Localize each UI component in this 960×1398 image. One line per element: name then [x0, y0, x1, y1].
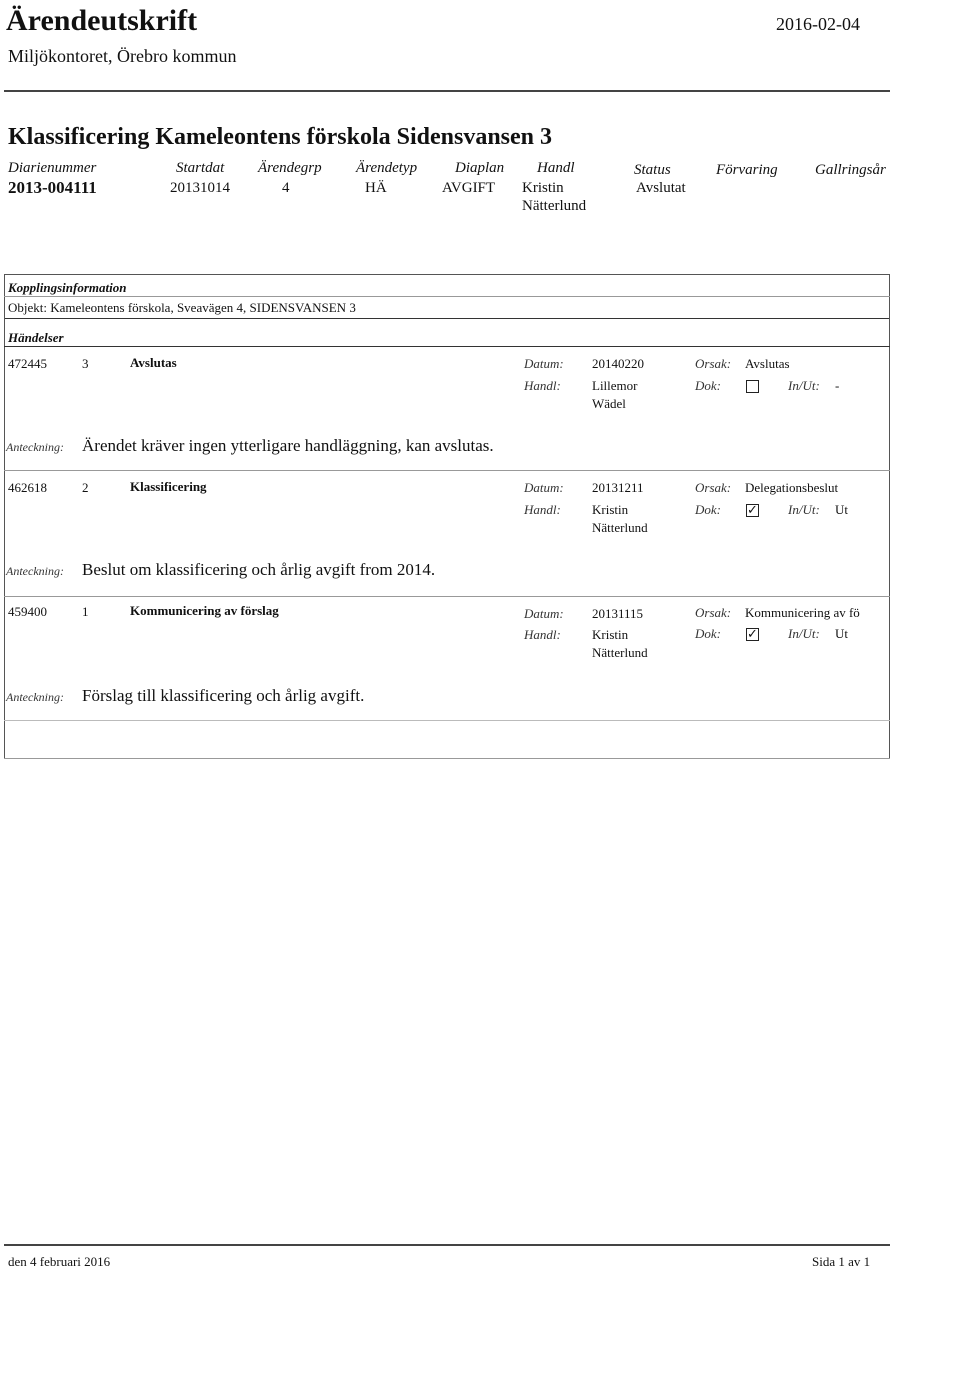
- event-datum: 20131211: [592, 480, 644, 495]
- event-handl-line2: Nätterlund: [592, 645, 648, 660]
- koppling-divider: [4, 296, 890, 297]
- event-datum: 20131115: [592, 606, 644, 621]
- label-status: Status: [634, 162, 671, 178]
- handelser-bottom-border: [4, 758, 890, 759]
- event-anteckning: Beslut om klassificering och årlig avgift from 2014.: [82, 560, 436, 579]
- event-anteckning-label: Anteckning:: [6, 690, 64, 704]
- footer-divider: [4, 1244, 890, 1246]
- event-orsak: Avslutas: [745, 356, 790, 371]
- event-inut-label: In/Ut:: [788, 626, 820, 641]
- event-handl-line2: Nätterlund: [592, 520, 648, 535]
- label-diaplan: Diaplan: [455, 160, 505, 176]
- event-handl-line2: Wädel: [592, 396, 626, 411]
- case-title: Klassificering Kameleontens förskola Sidensvansen 3: [8, 124, 553, 150]
- event-title: Avslutas: [130, 355, 177, 370]
- event-id: 462618: [8, 480, 47, 495]
- event-inut: Ut: [835, 502, 848, 517]
- handelser-heading: Händelser: [8, 330, 64, 345]
- event-title: Kommunicering av förslag: [130, 603, 279, 618]
- event-handl-label: Handl:: [524, 378, 561, 393]
- event-inut-label: In/Ut:: [788, 378, 820, 393]
- event-orsak-label: Orsak:: [695, 356, 732, 371]
- event-orsak-label: Orsak:: [695, 480, 732, 495]
- event-inut: -: [835, 378, 840, 393]
- event-dok-label: Dok:: [695, 626, 721, 641]
- event-divider: [4, 470, 890, 471]
- organisation: Miljökontoret, Örebro kommun: [8, 46, 237, 66]
- dok-checkbox: [746, 504, 759, 517]
- event-orsak-label: Orsak:: [695, 605, 732, 620]
- value-arendetyp: HÄ: [365, 180, 387, 196]
- koppling-objekt: Objekt: Kameleontens förskola, Sveavägen 4, SIDENSVANSEN 3: [8, 300, 356, 315]
- event-dok-label: Dok:: [695, 378, 721, 393]
- event-handl-line1: Kristin: [592, 627, 629, 642]
- koppling-heading: Kopplingsinformation: [8, 280, 127, 295]
- event-id: 459400: [8, 604, 47, 619]
- label-handl: Handl: [537, 160, 575, 176]
- value-arendegrp: 4: [282, 180, 290, 196]
- dok-checkbox: [746, 628, 759, 641]
- handelser-left-border: [4, 318, 5, 758]
- dok-checkbox: [746, 380, 759, 393]
- event-datum-label: Datum:: [524, 480, 564, 495]
- handelser-top-border: [4, 318, 890, 319]
- label-diarienummer: Diarienummer: [8, 160, 97, 176]
- label-startdat: Startdat: [176, 160, 225, 176]
- event-nr: 2: [82, 480, 89, 495]
- value-status: Avslutat: [636, 180, 686, 196]
- event-handl-label: Handl:: [524, 502, 561, 517]
- event-anteckning-label: Anteckning:: [6, 440, 64, 454]
- label-gallringsar: Gallringsår: [815, 162, 886, 178]
- label-forvaring: Förvaring: [716, 162, 778, 178]
- value-diarienummer: 2013-004111: [8, 178, 97, 197]
- event-datum-label: Datum:: [524, 606, 564, 621]
- value-diaplan: AVGIFT: [442, 180, 496, 196]
- event-handl-label: Handl:: [524, 627, 561, 642]
- footer-date: den 4 februari 2016: [8, 1254, 111, 1269]
- event-nr: 1: [82, 604, 89, 619]
- event-nr: 3: [82, 356, 89, 371]
- event-anteckning-label: Anteckning:: [6, 564, 64, 578]
- handelser-right-border: [889, 318, 890, 758]
- event-divider: [4, 720, 890, 721]
- label-arendetyp: Ärendetyp: [356, 160, 418, 176]
- value-handl-line1: Kristin: [522, 180, 564, 196]
- check-icon: ✓: [747, 627, 758, 642]
- event-datum-label: Datum:: [524, 356, 564, 371]
- event-id: 472445: [8, 356, 47, 371]
- event-handl-line1: Kristin: [592, 502, 629, 517]
- koppling-top-border: [4, 274, 890, 275]
- event-datum: 20140220: [592, 356, 644, 371]
- event-anteckning: Ärendet kräver ingen ytterligare handläggning, kan avslutas.: [82, 436, 494, 455]
- event-anteckning: Förslag till klassificering och årlig avgift.: [82, 686, 365, 705]
- event-dok-label: Dok:: [695, 502, 721, 517]
- handelser-heading-divider: [4, 346, 890, 347]
- value-handl-line2: Nätterlund: [522, 198, 587, 214]
- event-inut-label: In/Ut:: [788, 502, 820, 517]
- value-startdat: 20131014: [170, 180, 230, 196]
- footer-page: Sida 1 av 1: [812, 1254, 871, 1269]
- header-divider: [4, 90, 890, 92]
- event-handl-line1: Lillemor: [592, 378, 638, 393]
- event-orsak: Kommunicering av fö: [745, 605, 860, 620]
- print-date: 2016-02-04: [776, 14, 860, 34]
- event-divider: [4, 596, 890, 597]
- check-icon: ✓: [747, 503, 758, 518]
- page-title: Ärendeutskrift: [6, 4, 198, 37]
- event-title: Klassificering: [130, 479, 207, 494]
- label-arendegrp: Ärendegrp: [258, 160, 322, 176]
- event-orsak: Delegationsbeslut: [745, 480, 839, 495]
- event-inut: Ut: [835, 626, 848, 641]
